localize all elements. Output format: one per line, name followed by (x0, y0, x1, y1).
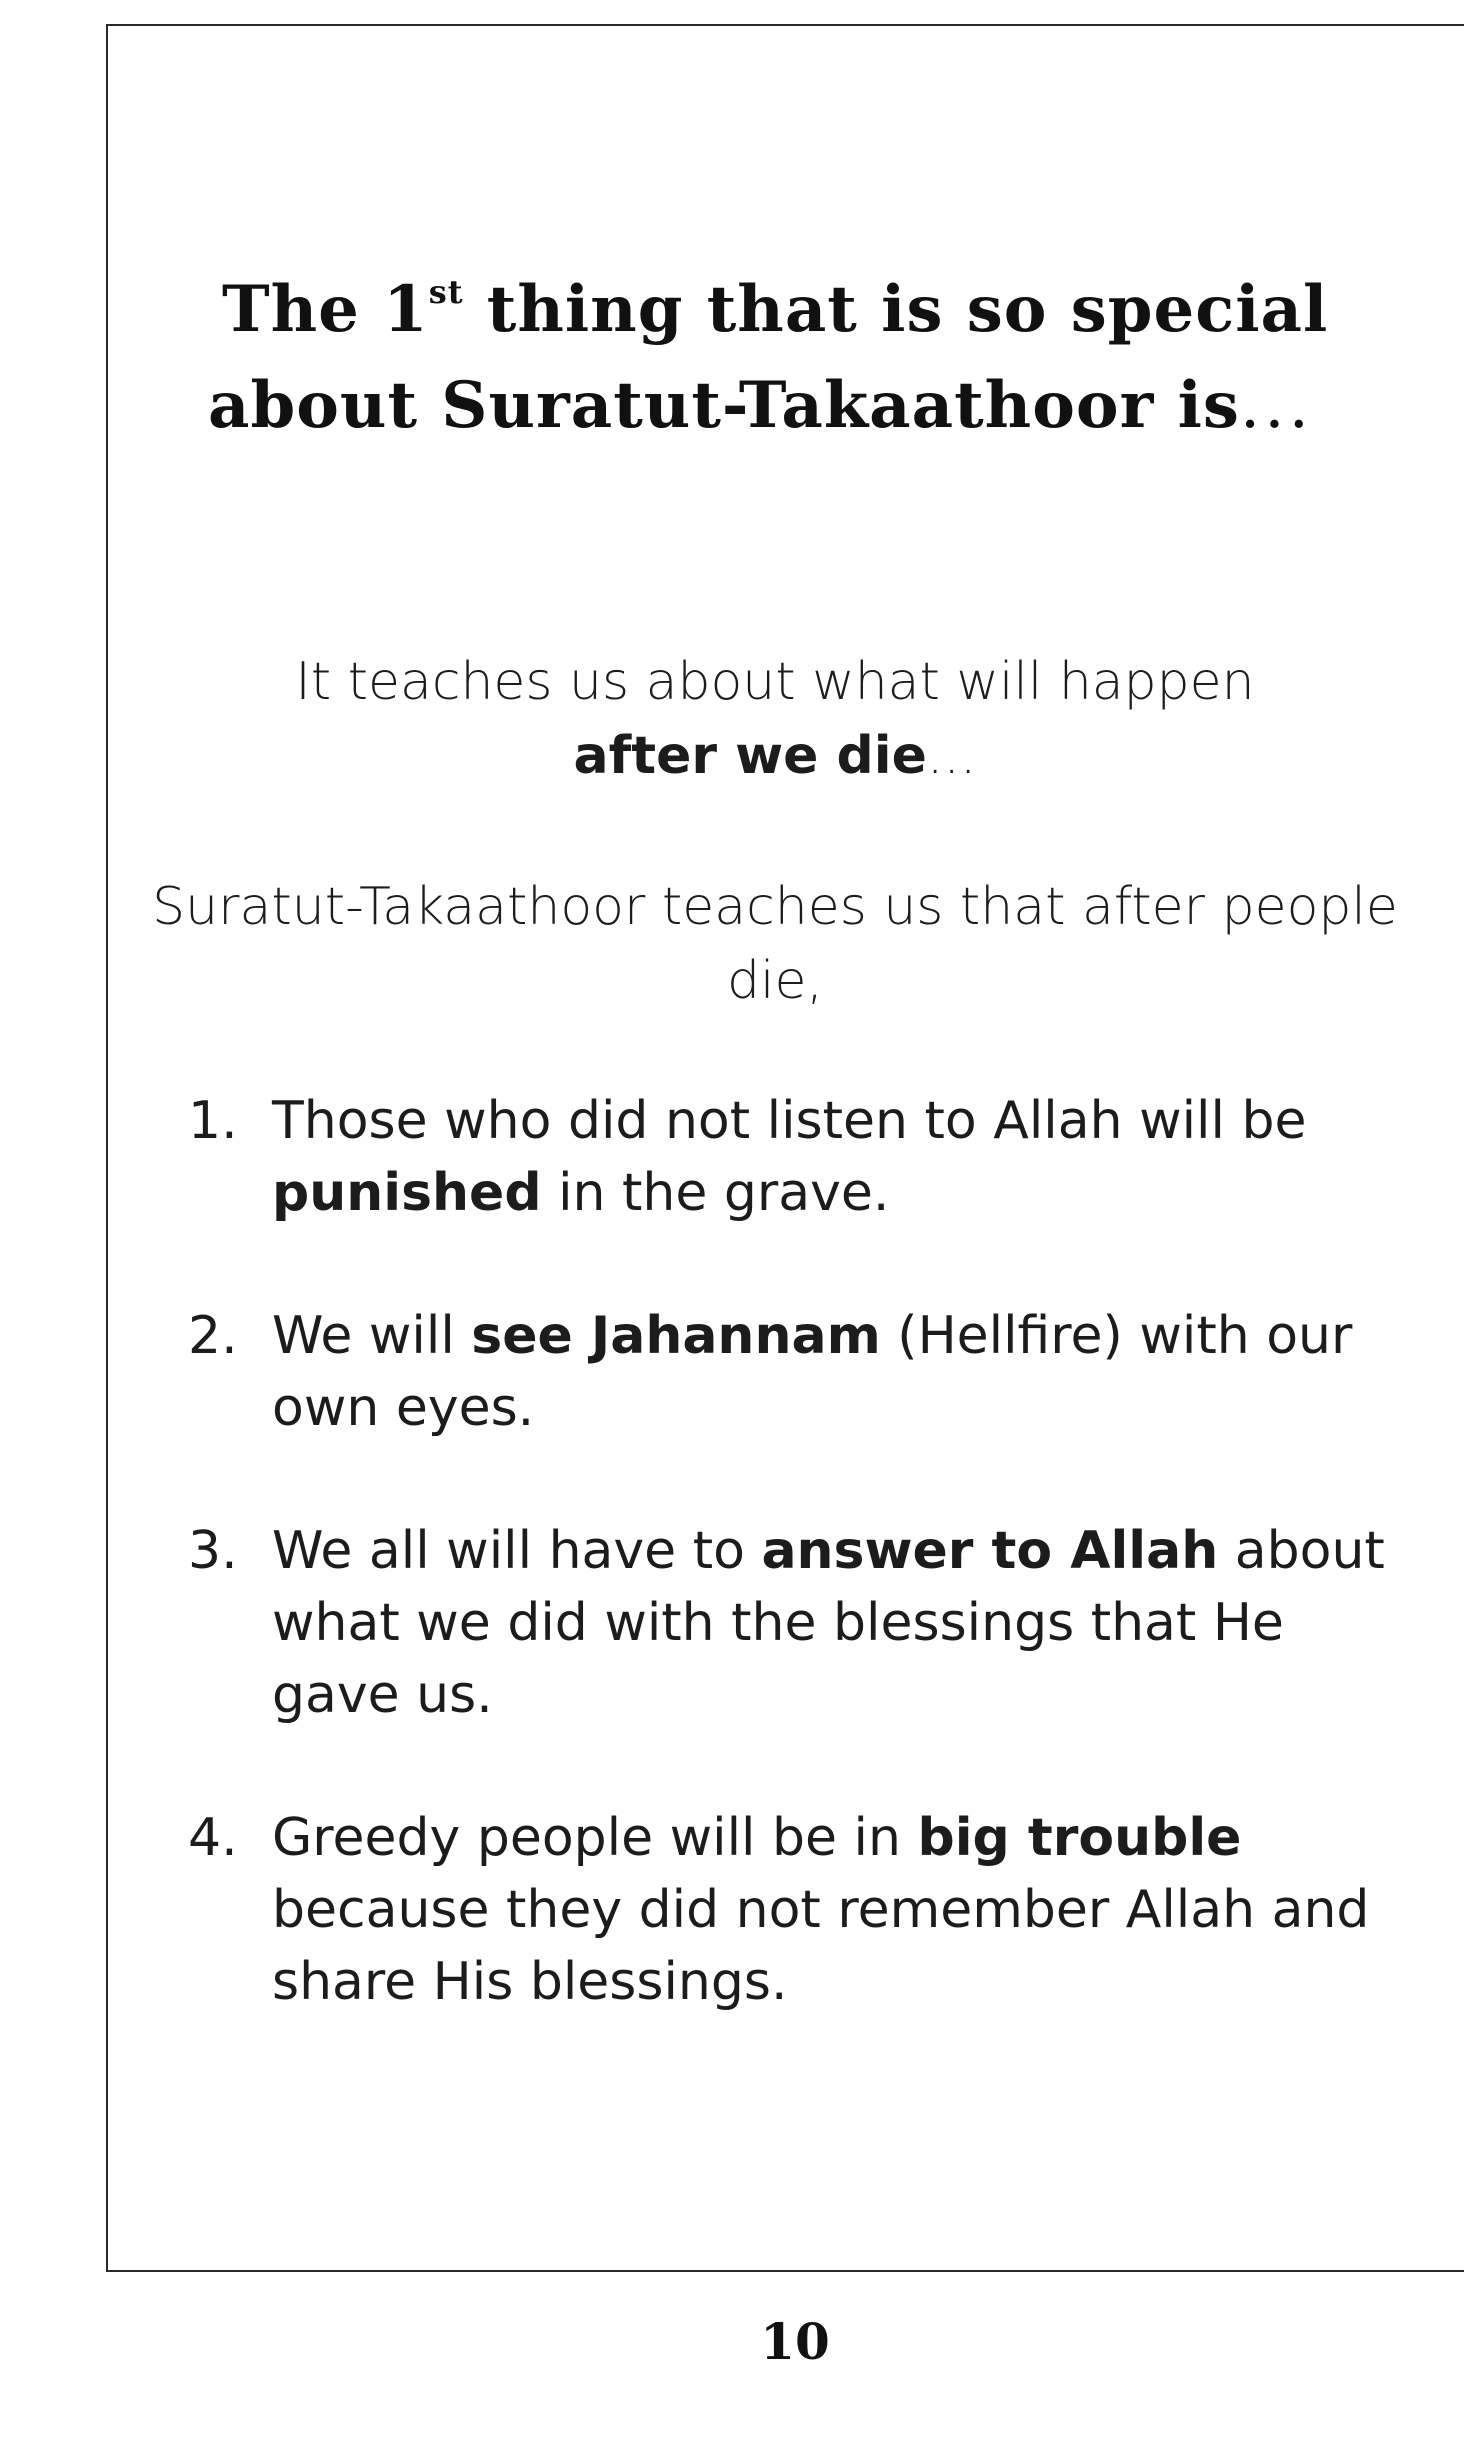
heading-line-1 (200, 262, 1380, 358)
list-item (188, 1085, 1408, 1229)
heading-ordinal-suffix: st (428, 273, 464, 311)
heading-text-line-2: about Suratut-Takaathoor is (208, 368, 1240, 443)
heading-text-start: The 1 (222, 272, 429, 347)
list-item-text-before: We will (272, 1306, 472, 1366)
intro-paragraph-1-ellipsis: ... (926, 726, 977, 786)
list-item-number: 1. (188, 1091, 238, 1151)
list-item-text-after: (Hellfire) with our own eyes. (272, 1306, 1353, 1438)
page-heading (200, 262, 1380, 454)
list-item-bold: big trouble (917, 1808, 1242, 1868)
list-item-text-before: Those who did not listen to Allah will be (272, 1091, 1307, 1151)
list-item-bold: punished (272, 1163, 542, 1223)
intro-paragraph-1-text: It teaches us about what will happen (295, 652, 1255, 712)
list-item-number: 4. (188, 1808, 238, 1868)
list-item-text-after: about what we did with the blessings that He gave us. (272, 1521, 1385, 1725)
heading-text-end: thing that is so special (463, 272, 1329, 347)
heading-line-2 (200, 358, 1380, 454)
list-item (188, 1802, 1408, 2018)
list-item-bold: answer to Allah (761, 1521, 1219, 1581)
list-item-number: 2. (188, 1306, 238, 1366)
intro-paragraph-2-text: Suratut-Takaathoor teaches us that after people die, (152, 877, 1398, 1011)
list-item-text (188, 1515, 1408, 1731)
list-item-text (188, 1085, 1408, 1229)
heading-ellipsis: ... (1239, 369, 1313, 443)
list-item-text (188, 1300, 1408, 1444)
page-number: 10 (760, 2312, 830, 2371)
intro-paragraph-2 (150, 870, 1400, 1018)
list-item (188, 1515, 1408, 1731)
list-item-text-after: because they did not remember Allah and share His blessings. (272, 1880, 1370, 2012)
list-item-bold: see Jahannam (471, 1306, 881, 1366)
intro-paragraph-1-bold: after we die (573, 726, 927, 786)
list-item-text-after: in the grave. (541, 1163, 890, 1223)
list-item-number: 3. (188, 1521, 238, 1581)
list-item-text-before: Greedy people will be in (272, 1808, 918, 1868)
list-item-text-before: We all will have to (272, 1521, 762, 1581)
list-item-text (188, 1802, 1408, 2018)
list-item (188, 1300, 1408, 1444)
intro-paragraph-1 (150, 645, 1400, 793)
